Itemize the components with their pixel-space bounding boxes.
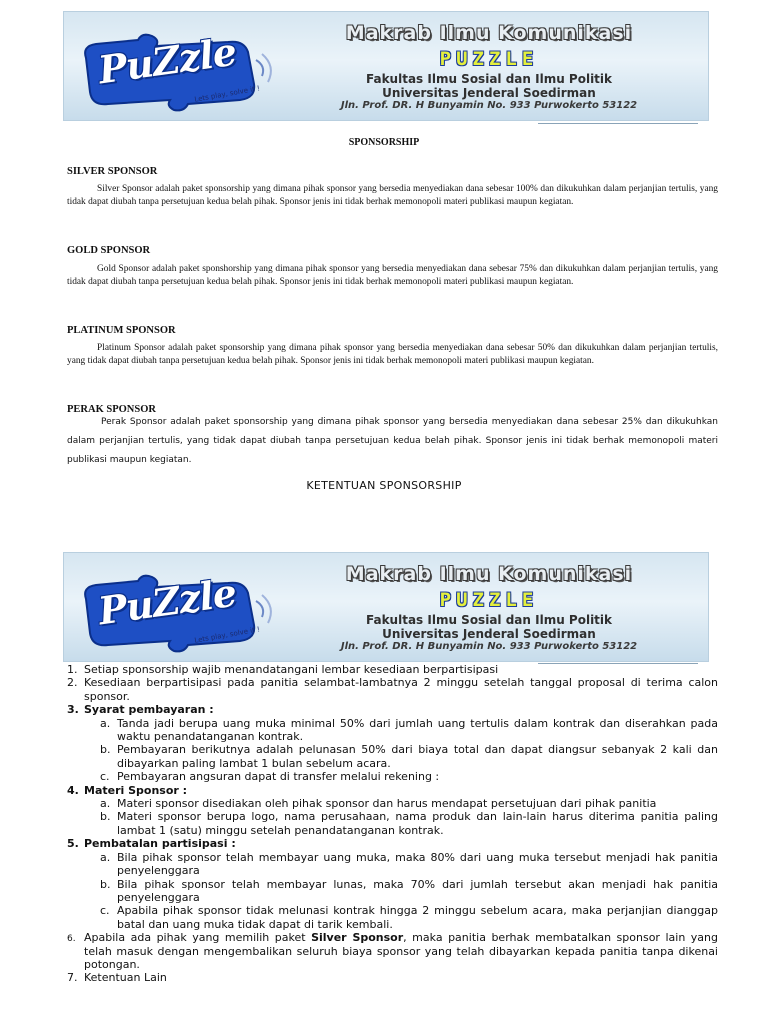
silver-sponsor-heading: SILVER SPONSOR [67,166,158,177]
list-item [67,971,718,984]
letterhead-banner [63,11,709,121]
puzzle-logo [78,569,278,653]
banner-divider [538,123,698,124]
logo-tagline: Lets play, solve it ! [193,84,261,104]
rule-text: Tanda jadi berupa uang muka minimal 50% dari jumlah uang tertulis dalam kontrak dan diserahkan pada waktu penandatanganan kontrak. [117,716,718,744]
platinum-sponsor-heading: PLATINUM SPONSOR [67,325,176,336]
banner-university: Universitas Jenderal Soedirman [382,627,596,641]
rule-text: Apabila pihak sponsor tidak melunasi kontrak hingga 2 minggu sebelum acara, maka perjanjian dianggap batal dan uang muka tidak dapat di tarik kembali. [117,904,718,931]
sub-list-item [67,770,718,783]
page-title: SPONSORSHIP [348,137,420,148]
list-number: 6. [67,934,76,945]
sub-list-item [67,904,718,931]
list-letter: a. [100,797,111,811]
rule-text-pre: Apabila ada pihak yang memilih paket [84,931,312,945]
perak-sponsor-heading: PERAK SPONSOR [67,404,156,415]
list-number: 4. [67,783,79,797]
rule-text: Pembayaran angsuran dapat di transfer melalui rekening : [117,770,440,784]
logo-tagline: Lets play, solve it ! [193,625,261,645]
rule-text: Setiap sponsorship wajib menandatangani lembar kesediaan berpartisipasi [84,663,499,676]
sub-list-item [67,810,718,837]
list-number: 3. [67,703,79,717]
list-letter: c. [100,770,110,784]
rule-heading: Syarat pembayaran : [84,703,214,717]
banner-subtitle: PUZZLE [439,589,539,611]
banner-subtitle: PUZZLE [439,48,539,70]
rule-text-post: , maka panitia berhak membatalkan sponsor lain yang telah masuk dengan mengembalikan seluruh biaya sponsor yang telah dibayarkan kepada panitia tanpa dikenai potongan. [84,931,719,971]
gold-sponsor-heading: GOLD SPONSOR [67,245,151,256]
rule-text: Pembayaran berikutnya adalah pelunasan 50% dari biaya total dan dapat diangsur sebanyak 2 kali dan dibayarkan paling lambat 1 bulan sebelum acara. [117,743,718,770]
rule-text: Bila pihak sponsor telah membayar lunas, maka 70% dari jumlah tersebut akan menjadi hak panitia penyelenggara [117,877,718,904]
rule-heading: Pembatalan partisipasi : [84,837,236,851]
sub-list-item [67,743,718,770]
list-letter: b. [100,743,111,757]
rule-text-emphasis: Silver Sponsor [311,931,404,945]
rule-text: Materi sponsor disediakan oleh pihak sponsor dan harus mendapat persetujuan dari pihak panitia [117,797,657,811]
platinum-sponsor-text: Platinum Sponsor adalah paket sponsorship yang dimana pihak sponsor yang bersedia menyediakan dana sebesar 50% dan dikukuhkan dalam perjanjian tertulis, yang tidak dapat diubah tanpa persetujuan kedua belah pihak. Sponsor jenis ini tidak berhak memonopoli materi publikasi maupun kegiatan. [67,343,718,366]
rule-heading: Materi Sponsor : [84,783,188,797]
list-number: 5. [67,837,79,851]
perak-sponsor-text: Perak Sponsor adalah paket sponsorship yang dimana pihak sponsor yang bersedia menyediakan dana sebesar 25% dan dikukuhkan dalam perjanjian tertulis, yang tidak dapat diubah tanpa persetujuan kedua belah pihak. Sponsor jenis ini tidak berhak memonopoli materi publikasi maupun kegiatan. [67,417,718,465]
puzzle-logo [78,28,278,112]
logo-wordmark: PuZzle [95,28,239,93]
rules-list [67,663,718,985]
list-number: 1. [67,663,78,676]
sub-list-item [67,878,718,905]
rule-text: Ketentuan Lain [84,971,167,985]
list-letter: a. [100,716,111,730]
gold-sponsor-text: Gold Sponsor adalah paket sponshorship yang dimana pihak sponsor yang bersedia menyediakan dana sebesar 75% dan dikukuhkan dalam perjanjian tertulis, yang tidak dapat diubah tanpa persetujuan kedua belah pihak. Sponsor jenis ini tidak berhak memonopoli materi publikasi maupun kegiatan. [67,264,718,287]
banner-address: Jln. Prof. DR. H Bunyamin No. 933 Purwokerto 53122 [340,641,638,652]
banner-title: Makrab Ilmu Komunikasi [345,563,633,585]
banner-address: Jln. Prof. DR. H Bunyamin No. 933 Purwokerto 53122 [340,100,638,111]
list-letter: b. [100,877,111,891]
silver-sponsor-text: Silver Sponsor adalah paket sponsorship yang dimana pihak sponsor yang bersedia menyediakan dana sebesar 100% dan dikukuhkan dalam perjanjian tertulis, yang tidak dapat diubah tanpa persetujuan kedua belah pihak. Sponsor jenis ini tidak berhak memonopoli materi publikasi maupun kegiatan. [67,184,718,207]
letterhead-banner [63,552,709,662]
list-letter: c. [100,904,110,918]
banner-university: Universitas Jenderal Soedirman [382,86,596,100]
banner-faculty: Fakultas Ilmu Sosial dan Ilmu Politik [365,613,613,627]
list-letter: a. [100,850,111,864]
list-item [67,663,718,676]
rule-text: Kesediaan berpartisipasi pada panitia selambat-lambatnya 2 minggu setelah tanggal proposal di terima calon sponsor. [84,676,718,703]
list-item [67,931,718,971]
banner-title: Makrab Ilmu Komunikasi [345,22,633,44]
logo-wordmark: PuZzle [95,569,239,634]
rule-text: Bila pihak sponsor telah membayar uang muka, maka 80% dari uang muka tersebut menjadi hak panitia penyelenggara [117,850,718,878]
list-number: 7. [67,971,78,985]
sub-list-item [67,717,718,744]
list-item [67,837,718,850]
sub-list-item [67,797,718,810]
list-number: 2. [67,676,78,690]
list-item [67,703,718,716]
sub-list-item [67,851,718,878]
ketentuan-heading: KETENTUAN SPONSORSHIP [306,479,462,492]
banner-faculty: Fakultas Ilmu Sosial dan Ilmu Politik [365,72,613,86]
list-item [67,784,718,797]
list-item [67,676,718,703]
rule-text: Materi sponsor berupa logo, nama perusahaan, nama produk dan lain-lain harus diterima panitia paling lambat 1 (satu) minggu setelah penandatanganan kontrak. [117,810,718,837]
list-letter: b. [100,810,111,824]
